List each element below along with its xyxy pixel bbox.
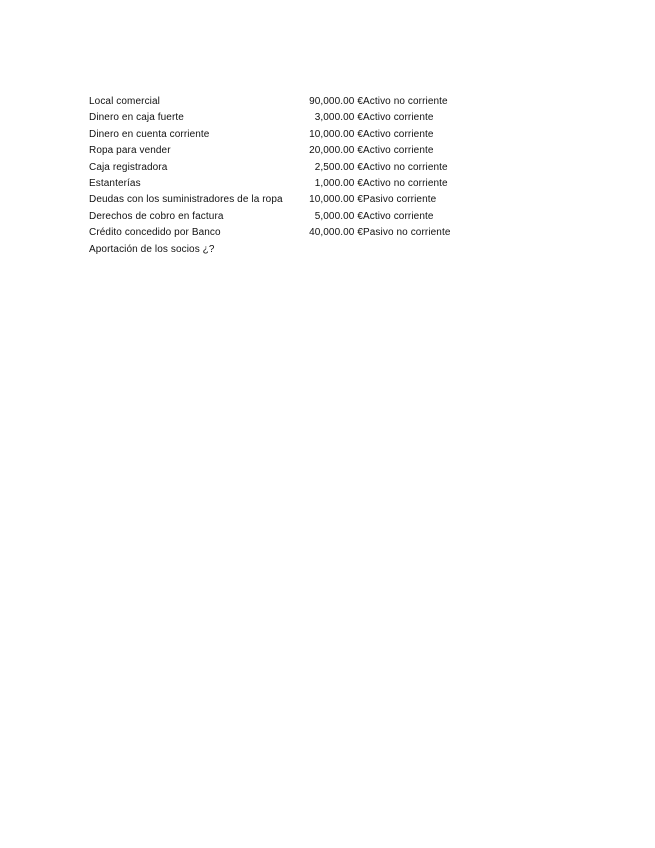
- concept-cell: Deudas con los suministradores de la ropa: [89, 194, 283, 206]
- concept-cell: Aportación de los socios ¿?: [89, 243, 215, 255]
- concept-cell: Derechos de cobro en factura: [89, 210, 224, 222]
- concept-cell: Ropa para vender: [89, 145, 171, 157]
- concept-cell: Dinero en cuenta corriente: [89, 128, 210, 140]
- concept-cell: Caja registradora: [89, 161, 168, 173]
- amount-cell: 5,000.00 €: [314, 210, 363, 222]
- amount-cell: 40,000.00 €: [309, 227, 363, 239]
- type-cell: Activo no corriente: [363, 177, 448, 189]
- type-cell: Pasivo no corriente: [363, 227, 451, 239]
- amount-cell: 3,000.00 €: [314, 112, 363, 124]
- amount-cell: 10,000.00 €: [309, 194, 363, 206]
- amount-cell: 2,500.00 €: [314, 161, 363, 173]
- concept-cell: Crédito concedido por Banco: [89, 227, 221, 239]
- amount-cell: 10,000.00 €: [309, 128, 363, 140]
- type-cell: Activo no corriente: [363, 161, 448, 173]
- type-cell: Pasivo corriente: [363, 194, 437, 206]
- type-cell: Activo no corriente: [363, 96, 448, 107]
- type-cell: Activo corriente: [363, 128, 434, 140]
- amount-cell: 20,000.00 €: [309, 145, 363, 157]
- amount-cell: 1,000.00 €: [314, 177, 363, 189]
- concept-cell: Estanterías: [89, 177, 141, 189]
- concept-cell: Local comercial: [89, 96, 160, 107]
- concept-cell: Dinero en caja fuerte: [89, 112, 184, 124]
- type-cell: Activo corriente: [363, 145, 434, 157]
- type-cell: Activo corriente: [363, 112, 434, 124]
- amount-cell: 90,000.00 €: [309, 96, 363, 107]
- type-cell: Activo corriente: [363, 210, 434, 222]
